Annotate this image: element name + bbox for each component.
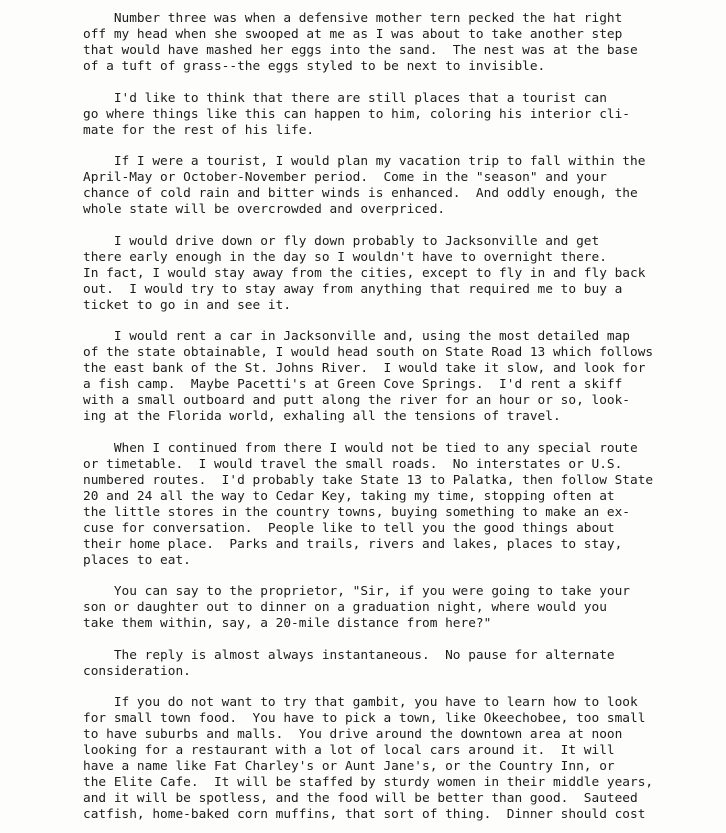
text-line: the east bank of the St. Johns River. I would take it slow, and look for: [83, 361, 646, 376]
paragraph: [83, 11, 726, 75]
text-line: to have suburbs and malls. You drive around the downtown area at noon: [83, 727, 623, 742]
paragraph-gap: [83, 139, 726, 155]
paragraph-gap: [83, 218, 726, 234]
text-line: Number three was when a defensive mother tern pecked the hat right: [83, 11, 623, 26]
text-line: 20 and 24 all the way to Cedar Key, taking my time, stopping often at: [83, 488, 615, 504]
paragraph: [83, 584, 726, 632]
text-line: You can say to the proprietor, "Sir, if you were going to take your: [83, 584, 631, 599]
text-line: whole state will be overcrowded and overpriced.: [83, 202, 446, 217]
text-line: son or daughter out to dinner on a graduation night, where would you: [83, 600, 607, 615]
text-line: go where things like this can happen to him, coloring his interior cli-: [83, 106, 631, 122]
text-line: looking for a restaurant with a lot of local cars around it. It will: [83, 743, 615, 758]
text-line: with a small outboard and putt along the river for an hour or so, look-: [83, 393, 631, 408]
text-line: the Elite Cafe. It will be staffed by sturdy women in their middle years,: [83, 775, 654, 790]
text-line: a fish camp. Maybe Pacetti's at Green Cove Springs. I'd rent a skiff: [83, 377, 623, 392]
paragraph-gap: [83, 314, 726, 330]
text-line: have a name like Fat Charley's or Aunt Jane's, or the Country Inn, or: [83, 759, 615, 774]
paragraph: [83, 329, 726, 425]
paragraph-gap: [83, 680, 726, 696]
text-line: chance of cold rain and bitter winds is enhanced. And oddly enough, the: [83, 186, 638, 201]
paragraph: [83, 91, 726, 139]
text-line: In fact, I would stay away from the cities, except to fly in and fly back: [83, 265, 646, 281]
paragraph: [83, 234, 726, 314]
text-line: ticket to go in and see it.: [83, 297, 292, 313]
text-line: off my head when she swooped at me as I was about to take another step: [83, 27, 623, 42]
text-line: The reply is almost always instantaneous. No pause for alternate: [83, 647, 615, 663]
text-line: I would rent a car in Jacksonville and, using the most detailed map: [83, 329, 631, 344]
text-line: I would drive down or fly down probably to Jacksonville and get: [83, 233, 600, 249]
text-line: of the state obtainable, I would head south on State Road 13 which follows: [83, 345, 654, 360]
text-line: there early enough in the day so I wouldn't have to overnight there.: [83, 249, 607, 265]
text-line: or timetable. I would travel the small roads. No interstates or U.S.: [83, 456, 623, 472]
text-line: mate for the rest of his life.: [83, 122, 315, 138]
text-line: take them within, say, a 20-mile distance from here?": [83, 616, 492, 631]
paragraph-gap: [83, 632, 726, 648]
text-line: If you do not want to try that gambit, you have to learn how to look: [83, 695, 638, 710]
text-line: for small town food. You have to pick a town, like Okeechobee, too small: [83, 711, 646, 726]
text-line: April-May or October-November period. Come in the "season" and your: [83, 170, 607, 185]
text-line: their home place. Parks and trails, rivers and lakes, places to stay,: [83, 536, 623, 552]
text-line: the little stores in the country towns, buying something to make an ex-: [83, 504, 631, 520]
paragraph-gap: [83, 75, 726, 91]
document-body: [83, 0, 726, 823]
text-line: places to eat.: [83, 552, 191, 568]
text-line: ing at the Florida world, exhaling all the tensions of travel.: [83, 409, 561, 424]
paragraph: [83, 648, 726, 680]
text-line: When I continued from there I would not be tied to any special route: [83, 440, 638, 456]
text-line: numbered routes. I'd probably take State 13 to Palatka, then follow State: [83, 472, 654, 488]
paragraph: [83, 154, 726, 218]
paragraph: [83, 695, 726, 823]
paragraph-gap: [83, 425, 726, 441]
text-line: consideration.: [83, 663, 191, 679]
text-line: that would have mashed her eggs into the sand. The nest was at the base: [83, 43, 638, 58]
text-line: and it will be spotless, and the food will be better than good. Sauteed: [83, 791, 638, 806]
paragraph-gap: [83, 569, 726, 585]
text-line: out. I would try to stay away from anything that required me to buy a: [83, 281, 623, 297]
text-line: I'd like to think that there are still places that a tourist can: [83, 90, 607, 106]
text-line: If I were a tourist, I would plan my vacation trip to fall within the: [83, 154, 646, 169]
text-line: of a tuft of grass--the eggs styled to be next to invisible.: [83, 59, 546, 74]
paragraph: [83, 441, 726, 569]
text-line: catfish, home-baked corn muffins, that sort of thing. Dinner should cost: [83, 807, 646, 822]
text-line: cuse for conversation. People like to tell you the good things about: [83, 520, 615, 536]
